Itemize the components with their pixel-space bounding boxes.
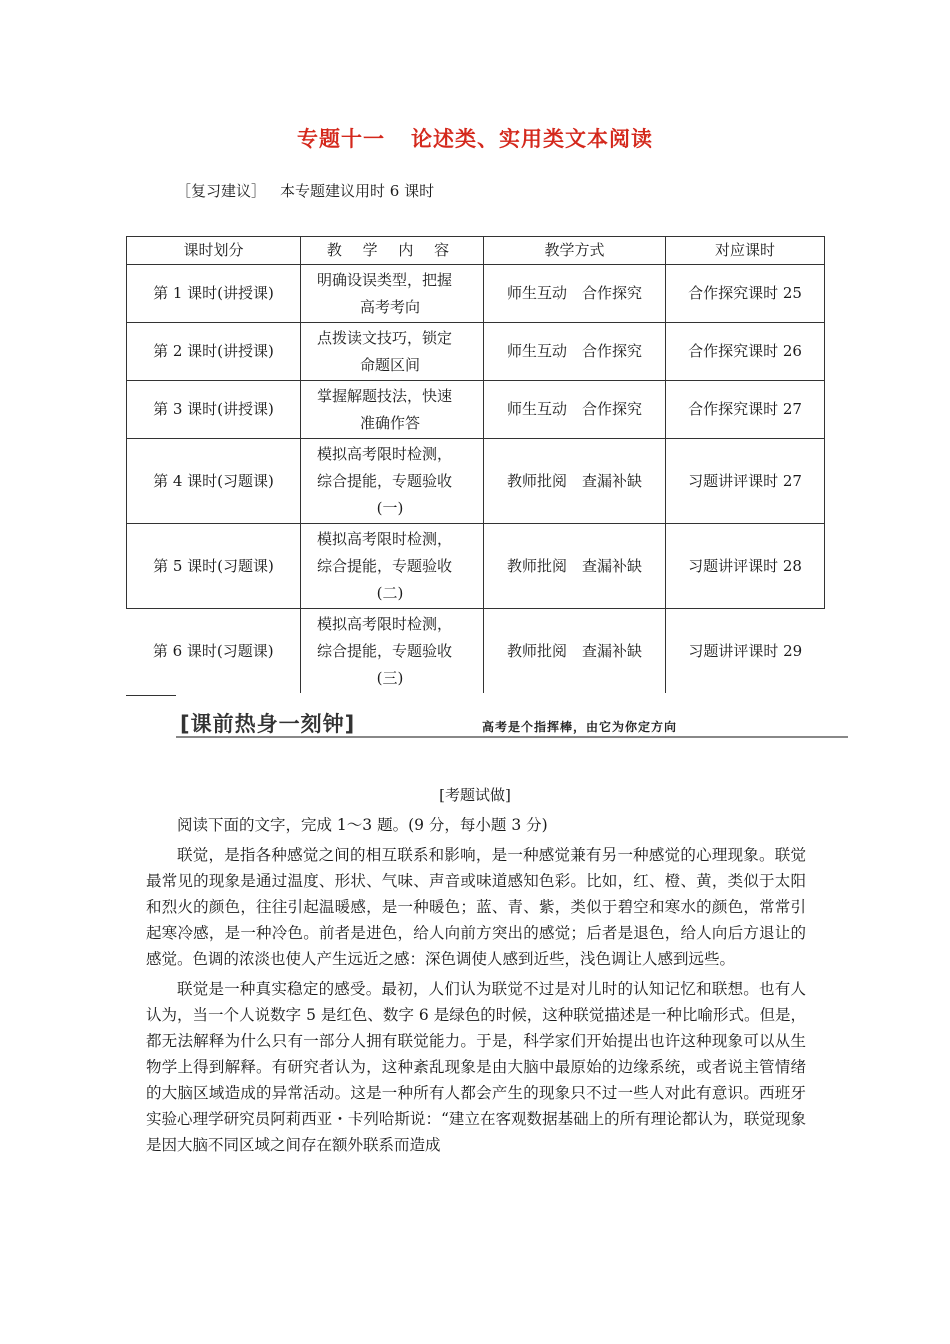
table-row [127, 381, 825, 439]
banner-divider [176, 736, 848, 738]
cell-lesson: 习题讲评课时 28 [666, 524, 825, 609]
content-line: 准确作答 [359, 413, 420, 432]
cell-content [301, 381, 484, 439]
cell-lesson: 合作探究课时 26 [666, 323, 825, 381]
passage-instruction: 阅读下面的文字，完成 1～3 题。(9 分，每小题 3 分) [177, 816, 548, 834]
cell-content [301, 323, 484, 381]
review-suggestion [176, 180, 434, 201]
passage-paragraph-2: 联觉是一种真实稳定的感受。最初，人们认为联觉不过是对儿时的认知记忆和联想。也有人认为，当一个人说数字 5 是红色、数字 6 是绿色的时候，这种联觉描述是一种比喻形式。但是，都无法解释为什么只有一部分人拥有联觉能力。于是，科学家们开始提出也许这种现象可以从生物学上得到解释。有研究者认为，这种紊乱现象是由大脑中最原始的边缘系统，或者说主管情绪的大脑区域造成的异常活动。这是一种所有人都会产生的现象只不过一些人对此有意识。西班牙实验心理学研究员阿莉西亚・卡列哈斯说：“建立在客观数据基础上的所有理论都认为，联觉现象是因大脑不同区域之间存在额外联系而造成 [146, 980, 806, 1154]
table-row [127, 265, 825, 323]
cell-method: 教师批阅 查漏补缺 [484, 609, 666, 694]
page-title [0, 123, 950, 153]
reading-passage [146, 812, 806, 1162]
table-row [127, 323, 825, 381]
content-line: 模拟高考限时检测， [317, 614, 453, 633]
table-row [127, 439, 825, 524]
cell-content [301, 524, 484, 609]
content-line: 高考考向 [359, 297, 420, 316]
cell-method: 师生互动 合作探究 [484, 381, 666, 439]
cell-lesson: 习题讲评课时 29 [666, 609, 825, 694]
content-line: 综合提能，专题验收 [317, 471, 453, 490]
section-heading: [考题试做] [439, 786, 511, 804]
cell-period: 第 4 课时(习题课) [127, 439, 301, 524]
content-line: 综合提能，专题验收 [317, 641, 453, 660]
content-line: (三) [376, 668, 404, 687]
suggestion-label: ［复习建议］ [176, 182, 267, 200]
content-line: 模拟高考限时检测， [317, 444, 453, 463]
content-line: (二) [376, 583, 404, 602]
cell-lesson: 合作探究课时 27 [666, 381, 825, 439]
table-header-row [127, 237, 825, 265]
content-line: 点拨读文技巧，锁定 [317, 328, 453, 347]
table-row [127, 609, 825, 694]
cell-lesson: 习题讲评课时 27 [666, 439, 825, 524]
cell-lesson: 合作探究课时 25 [666, 265, 825, 323]
cell-period: 第 1 课时(讲授课) [127, 265, 301, 323]
content-line: 掌握解题技法，快速 [317, 386, 453, 405]
cell-method: 师生互动 合作探究 [484, 265, 666, 323]
header-content: 教 学 内 容 [301, 237, 484, 265]
section-banner [176, 706, 848, 738]
suggestion-text: 本专题建议用时 6 课时 [280, 182, 435, 200]
cell-content [301, 609, 484, 694]
cell-period: 第 6 课时(习题课) [127, 609, 301, 694]
cell-content [301, 265, 484, 323]
cell-period: 第 5 课时(习题课) [127, 524, 301, 609]
passage-paragraph-1: 联觉，是指各种感觉之间的相互联系和影响，是一种感觉兼有另一种感觉的心理现象。联觉最常见的现象是通过温度、形状、气味、声音或味道感知色彩。比如，红、橙、黄，类似于太阳和烈火的颜色，往往引起温暖感，是一种暖色；蓝、青、紫，类似于碧空和寒水的颜色，常常引起寒冷感，是一种冷色。前者是进色，给人向前方突出的感觉；后者是退色，给人向后方退让的感觉。色调的浓淡也使人产生远近之感：深色调使人感到近些，浅色调让人感到远些。 [146, 846, 806, 968]
header-lesson: 对应课时 [666, 237, 825, 265]
cell-period: 第 3 课时(讲授课) [127, 381, 301, 439]
table-stub-line [126, 695, 176, 696]
content-line: 明确设误类型，把握 [317, 270, 453, 289]
title-topic-number: 专题十一 [297, 127, 385, 151]
cell-method: 教师批阅 查漏补缺 [484, 439, 666, 524]
cell-method: 教师批阅 查漏补缺 [484, 524, 666, 609]
cell-method: 师生互动 合作探究 [484, 323, 666, 381]
banner-motto: 高考是个指挥棒，由它为你定方向 [482, 720, 678, 734]
header-method: 教学方式 [484, 237, 666, 265]
content-line: 综合提能，专题验收 [317, 556, 453, 575]
title-topic-name: 论述类、实用类文本阅读 [411, 127, 653, 151]
banner-title: [课前热身一刻钟] [180, 712, 356, 736]
content-line: (一) [376, 498, 404, 517]
content-line: 模拟高考限时检测， [317, 529, 453, 548]
content-line: 命题区间 [359, 355, 420, 374]
cell-content [301, 439, 484, 524]
lesson-schedule-table [126, 236, 825, 693]
header-period: 课时划分 [127, 237, 301, 265]
cell-period: 第 2 课时(讲授课) [127, 323, 301, 381]
table-row [127, 524, 825, 609]
